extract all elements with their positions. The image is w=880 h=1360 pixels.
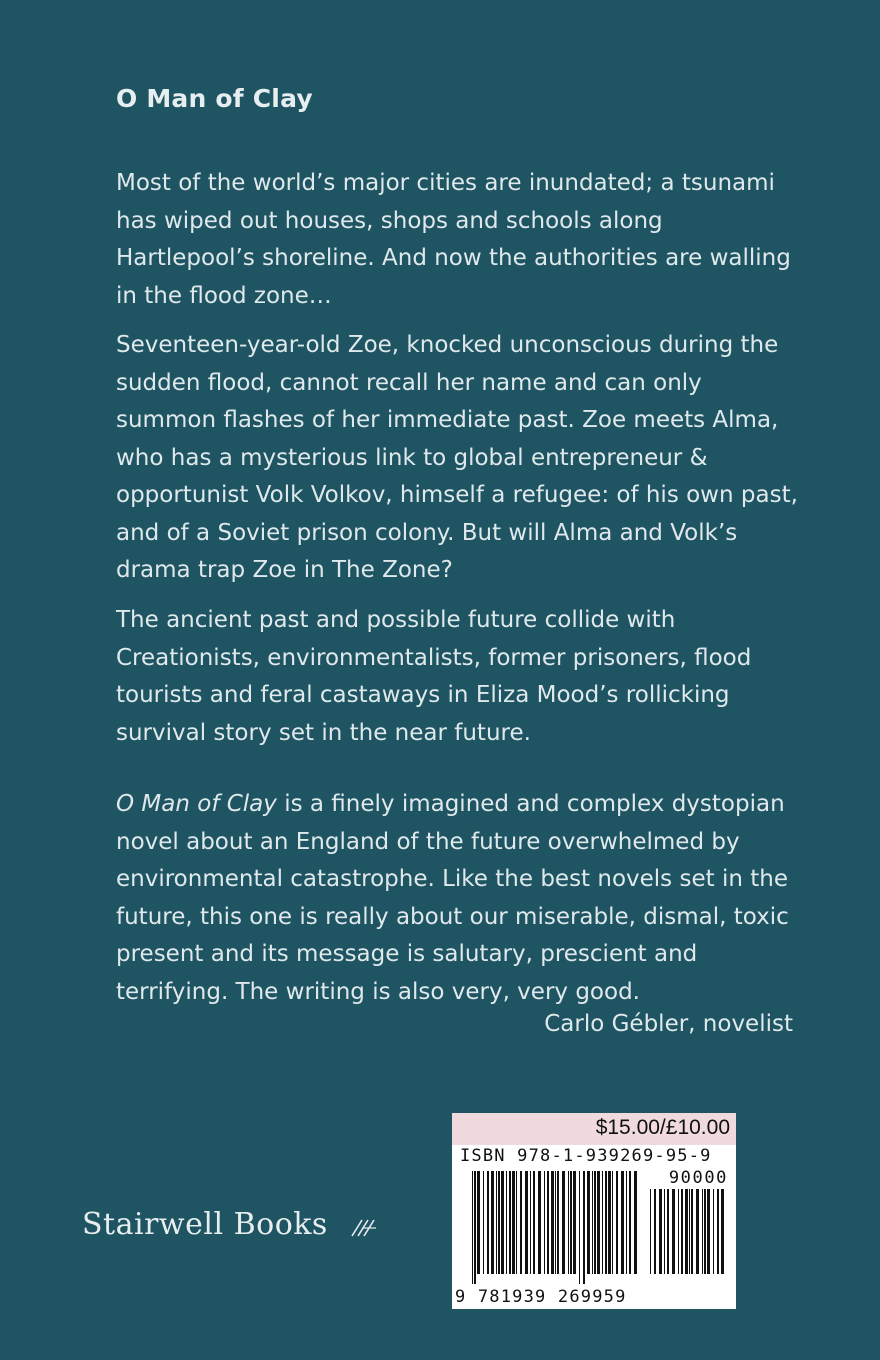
- barcode-bar: [608, 1171, 611, 1274]
- barcode-bar: [477, 1171, 480, 1274]
- barcode-bar: [602, 1171, 603, 1274]
- barcode-bar: [685, 1189, 688, 1274]
- barcode-bar: [629, 1171, 631, 1274]
- blurb-paragraph-2: Seventeen-year-old Zoe, knocked unconscious during the sudden flood, cannot recall her name and can only summon flashes of her immediate past. Zoe meets Alma, who has a mysterious link to global entrepreneur & opportunist Volk Volkov, himself a refugee: of his own past, and of a Soviet prison colony. But will Alma and Volk’s drama trap Zoe in The Zone?: [116, 332, 798, 583]
- price-strip: [452, 1113, 736, 1145]
- barcode-bar: [474, 1171, 476, 1284]
- barcode-bar: [530, 1171, 531, 1274]
- blurb-paragraph-3: The ancient past and possible future collide with Creationists, environmentalists, former prisoners, flood tourists and feral castaways in Eliza Mood’s rollicking survival story set in the near future.: [116, 607, 752, 746]
- barcode-bar: [509, 1171, 511, 1274]
- barcode-bar: [570, 1171, 572, 1274]
- publisher-logo: [82, 1207, 378, 1242]
- review-text: is a finely imagined and complex dystopian novel about an England of the future overwhelmed by environmental catastrophe. Like the best novels set in the future, this one is really about our miserable, dismal, toxic present and its message is salutary, prescient and terrifying. The writing is also very, very good.: [116, 791, 789, 1005]
- barcode-bar: [573, 1171, 576, 1274]
- review-quote: [116, 786, 806, 1011]
- barcode-bar: [678, 1189, 679, 1274]
- ean-barcode-bars: [472, 1171, 642, 1284]
- barcode-bar: [562, 1171, 565, 1274]
- barcode-bar: [583, 1171, 585, 1284]
- isbn-label: ISBN 978-1-939269-95-9: [460, 1146, 712, 1166]
- barcode-bar: [612, 1171, 613, 1274]
- barcode-bar: [496, 1171, 497, 1274]
- barcode-bar: [605, 1171, 607, 1274]
- price: $15.00/£10.00: [595, 1116, 730, 1139]
- barcode-bar: [472, 1171, 473, 1284]
- barcode-bar: [568, 1171, 569, 1274]
- barcode-bar: [483, 1171, 484, 1274]
- barcode-bar: [501, 1171, 504, 1274]
- barcode-bar: [597, 1171, 600, 1274]
- barcode-bar: [587, 1171, 590, 1274]
- barcode-bar: [621, 1171, 624, 1274]
- barcode-bar: [538, 1171, 541, 1274]
- review-book-title: O Man of Clay: [116, 791, 277, 817]
- barcode-bar: [681, 1189, 683, 1274]
- barcode-bar: [512, 1171, 515, 1274]
- barcode-bar: [525, 1171, 528, 1274]
- barcode-bar: [516, 1171, 517, 1274]
- barcode-bar: [551, 1171, 554, 1274]
- barcode-digits: 9 781939 269959: [455, 1287, 627, 1307]
- barcode-bar: [713, 1189, 714, 1274]
- price-addon-code: 90000: [668, 1168, 728, 1188]
- barcode-bar: [498, 1171, 500, 1274]
- barcode-bar: [592, 1171, 593, 1274]
- barcode-label: [452, 1113, 736, 1309]
- barcode-bar: [634, 1171, 637, 1274]
- barcode-bar: [707, 1189, 710, 1274]
- barcode-bar: [544, 1171, 545, 1274]
- barcode-bar: [491, 1171, 494, 1274]
- barcode-bar: [704, 1189, 706, 1274]
- barcode-bar: [702, 1189, 703, 1274]
- barcode-bar: [689, 1189, 690, 1274]
- barcode-bar: [654, 1189, 656, 1274]
- publisher-name: Stairwell Books: [82, 1207, 328, 1242]
- barcode-bar: [667, 1189, 669, 1274]
- barcode-bar: [616, 1171, 618, 1274]
- barcode-bar: [721, 1189, 724, 1274]
- book-title: O Man of Clay: [116, 84, 313, 113]
- barcode-bar: [555, 1171, 556, 1274]
- barcode-bar: [579, 1171, 580, 1284]
- addon-barcode-bars: [650, 1189, 726, 1284]
- blurb-paragraph-1: Most of the world’s major cities are inundated; a tsunami has wiped out houses, shops and schools along Hartlepool’s shoreline. And now the authorities are walling in the flood zone…: [116, 170, 791, 309]
- barcode-bar: [696, 1189, 699, 1274]
- barcode-bar: [691, 1189, 693, 1274]
- barcode-bar: [717, 1189, 719, 1274]
- stair-lines-icon: [350, 1214, 378, 1238]
- barcode-bar: [520, 1171, 522, 1274]
- barcode-bar: [659, 1189, 662, 1274]
- barcode-bar: [594, 1171, 596, 1274]
- barcode-bar: [533, 1171, 535, 1274]
- barcode-bar: [672, 1189, 675, 1274]
- barcode-bar: [626, 1171, 627, 1274]
- barcode-bar: [664, 1189, 665, 1274]
- barcode-bar: [650, 1189, 651, 1274]
- barcode-bar: [487, 1171, 489, 1274]
- barcode-bar: [547, 1171, 549, 1274]
- review-attribution: Carlo Gébler, novelist: [544, 1011, 793, 1037]
- barcode-bar: [557, 1171, 559, 1274]
- barcode-bar: [506, 1171, 507, 1274]
